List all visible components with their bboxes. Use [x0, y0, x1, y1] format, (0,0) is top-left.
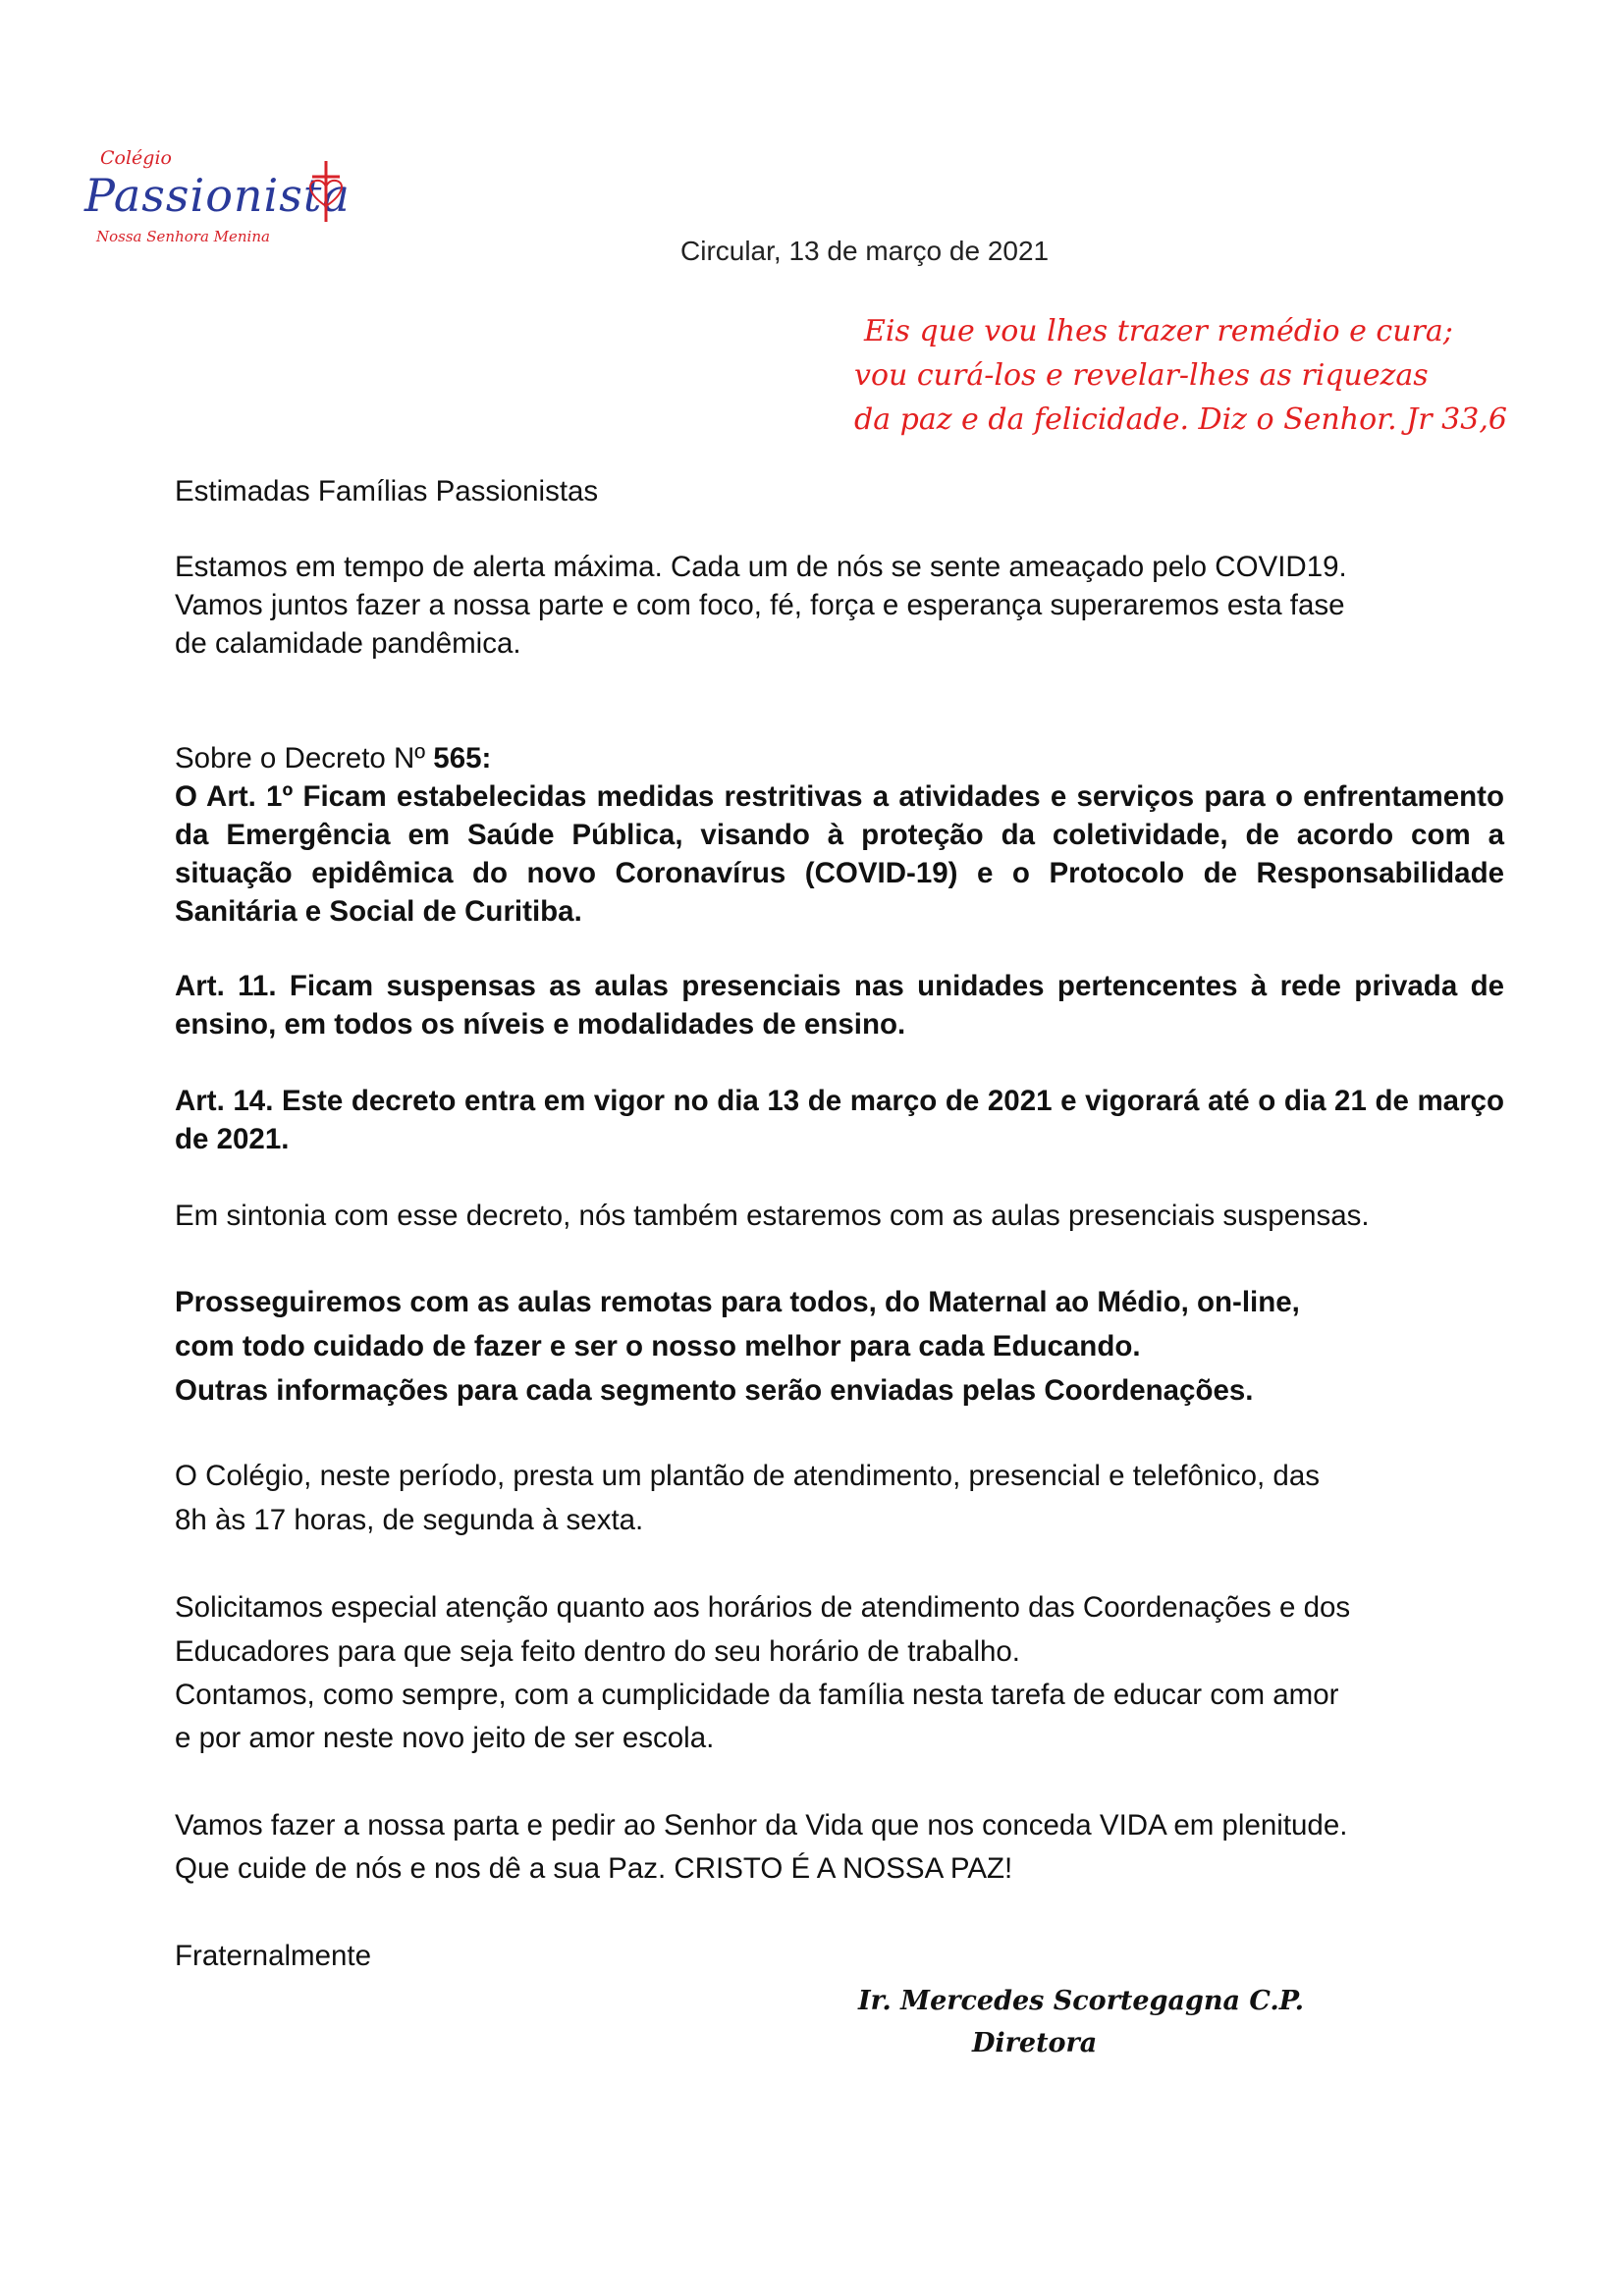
sintonia-paragraph: Em sintonia com esse decreto, nós também estaremos com as aulas presenciais suspensas. [175, 1200, 1370, 1232]
closing-line: Que cuide de nós e nos dê a sua Paz. CRISTO É A NOSSA PAZ! [175, 1852, 1013, 1885]
bold-line: com todo cuidado de fazer e ser o nosso melhor para cada Educando. [175, 1330, 1141, 1362]
logo-sub-text: Nossa Senhora Menina [96, 228, 270, 245]
circular-date: Circular, 13 de março de 2021 [680, 236, 1050, 266]
solicitamos-line: e por amor neste novo jeito de ser escola. [175, 1722, 715, 1754]
decree-article-1: O Art. 1º Ficam estabelecidas medidas restritivas a atividades e serviços para o enfrentamento da Emergência em Saúde Pública, visando à proteção da coletividade, de acordo com a situação epidêmica do novo Coronavírus (COVID-19) e o Protocolo de Responsabilidade Sanitária e Social de Curitiba. [175, 780, 1504, 928]
decree-number: 565: [433, 742, 492, 774]
signature-role: Diretora [972, 2028, 1098, 2058]
bold-line: Outras informações para cada segmento serão enviadas pelas Coordenações. [175, 1374, 1254, 1407]
greeting: Estimadas Famílias Passionistas [175, 475, 599, 507]
plantao-line: 8h às 17 horas, de segunda à sexta. [175, 1504, 644, 1536]
quote-line: Eis que vou lhes trazer remédio e cura; [864, 314, 1453, 348]
signature-name: Ir. Mercedes Scortegagna C.P. [858, 1986, 1304, 2016]
bold-line: Prosseguiremos com as aulas remotas para todos, do Maternal ao Médio, on-line, [175, 1286, 1300, 1318]
logo-top-text: Colégio [100, 147, 172, 169]
solicitamos-line: Educadores para que seja feito dentro do seu horário de trabalho. [175, 1635, 1021, 1668]
bible-quote [854, 309, 1542, 442]
quote-line: da paz e da felicidade. Diz o Senhor. Jr 33,6 [854, 402, 1507, 437]
intro-paragraph: Estamos em tempo de alerta máxima. Cada um de nós se sente ameaçado pelo COVID19. Vamos juntos fazer a nossa parte e com foco, fé, força e esperança superaremos esta fase de calamidade pandêmica. [175, 551, 1347, 660]
logo-main-text: Passionista [84, 169, 351, 222]
decree-heading-prefix: Sobre o Decreto Nº [175, 742, 434, 774]
decree-heading [175, 739, 1504, 777]
cross-heart-icon [302, 157, 350, 226]
closing-line: Vamos fazer a nossa parta e pedir ao Senhor da Vida que nos conceda VIDA em plenitude. [175, 1809, 1348, 1842]
decree-article-11: Art. 11. Ficam suspensas as aulas presenciais nas unidades pertencentes à rede privada de ensino, em todos os níveis e modalidades de ensino. [175, 970, 1504, 1041]
quote-line: vou curá-los e revelar-lhes as riquezas [854, 358, 1429, 393]
decree-article-14: Art. 14. Este decreto entra em vigor no dia 13 de março de 2021 e vigorará até o dia 21 de março de 2021. [175, 1085, 1504, 1155]
farewell: Fraternalmente [175, 1940, 372, 1972]
solicitamos-line: Solicitamos especial atenção quanto aos horários de atendimento das Coordenações e dos [175, 1591, 1351, 1624]
school-logo [84, 147, 350, 255]
solicitamos-line: Contamos, como sempre, com a cumplicidade da família nesta tarefa de educar com amor [175, 1679, 1339, 1711]
plantao-line: O Colégio, neste período, presta um plantão de atendimento, presencial e telefônico, das [175, 1460, 1320, 1492]
